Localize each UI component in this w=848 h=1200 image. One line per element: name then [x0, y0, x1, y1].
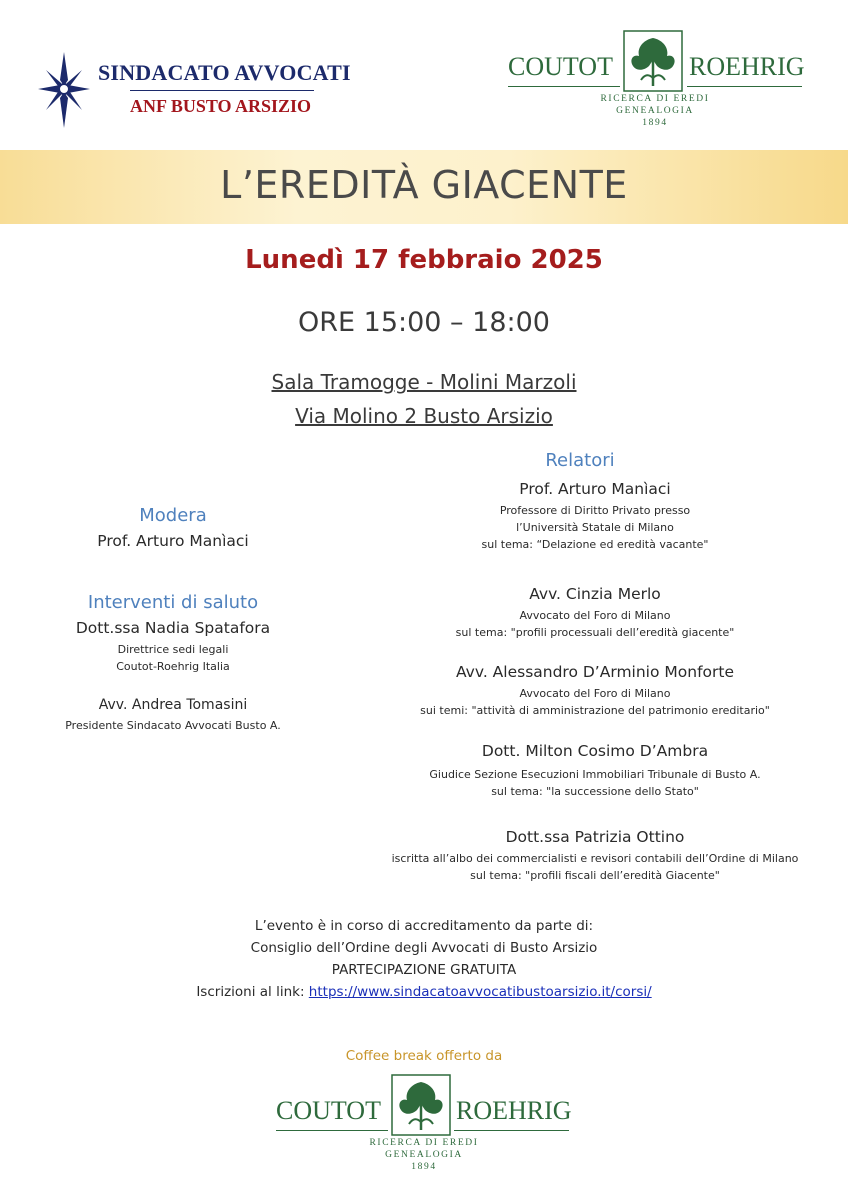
- speaker-name: Dott. Milton Cosimo D’Ambra: [481, 742, 709, 760]
- speaker-desc: sui temi: "attività di amministrazione del patrimonio ereditario": [420, 704, 770, 717]
- saluti-heading: Interventi di saluto: [87, 592, 259, 613]
- speaker-item: [380, 480, 810, 553]
- registration-line: [0, 984, 848, 1000]
- speaker-desc: sul tema: "la successione dello Stato": [491, 785, 699, 798]
- roehrig-word: ROEHRIG: [689, 52, 805, 81]
- speaker-desc: sul tema: "profili processuali dell’eredità giacente": [455, 626, 735, 639]
- coutot-rule-left: [508, 86, 620, 87]
- founding-year: 1894: [411, 1162, 437, 1172]
- speaker-item: [370, 742, 820, 800]
- speaker-desc: Giudice Sezione Esecuzioni Immobiliari Tribunale di Busto A.: [429, 768, 761, 781]
- saluti-block: [22, 592, 324, 734]
- modera-name: Prof. Arturo Manìaci: [97, 532, 249, 550]
- coffee-break-line: Coffee break offerto da: [345, 1048, 503, 1064]
- coutot-roehrig-logo-bottom: [274, 1074, 574, 1174]
- speaker-item: [370, 828, 820, 884]
- speaker-name: Avv. Alessandro D’Arminio Monforte: [455, 663, 734, 681]
- free-participation: PARTECIPAZIONE GRATUITA: [331, 962, 517, 978]
- speaker-desc: sul tema: "profili fiscali dell’eredità Giacente": [470, 869, 720, 882]
- accreditation-line: L’evento è in corso di accreditamento da parte di:: [254, 918, 594, 934]
- left-column: [50, 505, 296, 550]
- speaker-desc: sul tema: “Delazione ed eredità vacante": [481, 538, 709, 551]
- genealogia: GENEALOGIA: [616, 106, 694, 116]
- event-venue: [0, 370, 848, 394]
- registration-label: Iscrizioni al link:: [196, 984, 309, 1000]
- consiglio-line: Consiglio dell’Ordine degli Avvocati di Busto Arsizio: [250, 940, 598, 956]
- ricerca-eredi: RICERCA DI EREDI: [369, 1138, 479, 1148]
- speaker-name: Dott.ssa Patrizia Ottino: [505, 828, 685, 846]
- sindacato-divider: [130, 90, 314, 91]
- saluti-desc: Presidente Sindacato Avvocati Busto A.: [65, 719, 281, 732]
- event-address: [0, 404, 848, 428]
- coutot-rule-right: [454, 1130, 569, 1131]
- leaf-crest-icon: [623, 30, 683, 92]
- saluti-name: Avv. Andrea Tomasini: [98, 697, 248, 713]
- event-title: L’EREDITÀ GIACENTE: [220, 163, 628, 207]
- founding-year: 1894: [642, 118, 668, 128]
- genealogia: GENEALOGIA: [385, 1150, 463, 1160]
- leaf-crest-icon: [391, 1074, 451, 1136]
- speaker-item: [370, 663, 820, 719]
- compass-star-icon: [38, 52, 90, 128]
- speaker-name: Prof. Arturo Manìaci: [519, 480, 671, 498]
- roehrig-word: ROEHRIG: [456, 1096, 572, 1125]
- coutot-roehrig-logo-top: [505, 30, 805, 130]
- registration-link[interactable]: https://www.sindacatoavvocatibustoarsizio.it/corsi/: [308, 984, 652, 1000]
- modera-heading: Modera: [139, 505, 207, 526]
- ricerca-eredi: RICERCA DI EREDI: [600, 94, 710, 104]
- coutot-word: COUTOT: [508, 52, 613, 81]
- speaker-desc: iscritta all’albo dei commercialisti e revisori contabili dell’Ordine di Milano: [391, 852, 799, 865]
- sindacato-subtitle: ANF BUSTO ARSIZIO: [130, 96, 312, 116]
- coutot-word: COUTOT: [276, 1096, 381, 1125]
- coutot-rule-left: [276, 1130, 388, 1131]
- speaker-desc: Avvocato del Foro di Milano: [519, 609, 671, 622]
- speaker-desc: Avvocato del Foro di Milano: [519, 687, 671, 700]
- event-date: Lunedì 17 febbraio 2025: [245, 245, 603, 275]
- event-time: ORE 15:00 – 18:00: [298, 307, 550, 338]
- coutot-rule-right: [687, 86, 802, 87]
- speaker-name: Avv. Cinzia Merlo: [529, 585, 661, 603]
- relatori-heading: Relatori: [545, 450, 615, 471]
- venue-text: Sala Tramogge - Molini Marzoli: [271, 370, 577, 394]
- sindacato-title: SINDACATO AVVOCATI: [98, 60, 351, 85]
- speaker-desc: l’Università Statale di Milano: [516, 521, 674, 534]
- speaker-desc: Professore di Diritto Privato presso: [499, 504, 691, 517]
- speaker-item: [380, 585, 810, 641]
- saluti-name: Dott.ssa Nadia Spatafora: [75, 619, 271, 637]
- saluti-desc: Direttrice sedi legali: [117, 643, 229, 656]
- address-text: Via Molino 2 Busto Arsizio: [295, 404, 553, 428]
- saluti-desc: Coutot-Roehrig Italia: [116, 660, 230, 673]
